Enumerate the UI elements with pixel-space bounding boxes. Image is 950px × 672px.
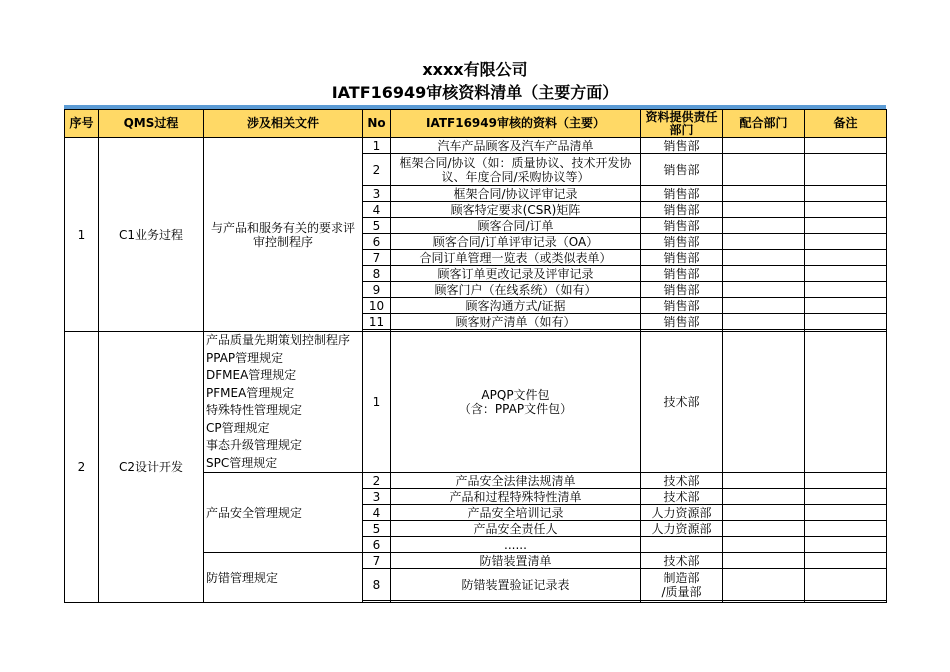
material-cell: 顾客沟通方式/证据 (391, 298, 641, 314)
company-title: xxxx有限公司 (422, 60, 528, 79)
no-cell: 5 (363, 521, 391, 537)
material-cell (391, 332, 641, 473)
dept-cell: 销售部 (641, 282, 723, 298)
material-cell (391, 601, 641, 603)
remark-cell (805, 298, 887, 314)
dept-cell: 销售部 (641, 298, 723, 314)
no-cell: 7 (363, 250, 391, 266)
material-cell: 产品安全培训记录 (391, 505, 641, 521)
dept-line: /质量部 (661, 584, 702, 599)
qms-process-cell: C2设计开发 (99, 332, 204, 603)
doc-item: PPAP管理规定 (206, 350, 284, 365)
audit-material-table (64, 109, 887, 603)
seq-cell: 1 (65, 138, 99, 332)
coop-cell (723, 266, 805, 282)
col-header-material: IATF16949审核的资料（主要） (391, 110, 641, 138)
remark-cell (805, 473, 887, 489)
remark-cell (805, 314, 887, 330)
qms-process-cell: C1业务过程 (99, 138, 204, 332)
coop-cell (723, 250, 805, 266)
material-cell: 顾客门户（在线系统）（如有） (391, 282, 641, 298)
col-header-coop-dept: 配合部门 (723, 110, 805, 138)
coop-cell (723, 473, 805, 489)
dept-line: 制造部 (663, 570, 700, 585)
doc-item: CP管理规定 (206, 420, 270, 435)
coop-cell (723, 234, 805, 250)
coop-cell (723, 569, 805, 601)
no-cell: 6 (363, 537, 391, 553)
no-cell: 9 (363, 282, 391, 298)
dept-cell: 销售部 (641, 250, 723, 266)
remark-cell (805, 537, 887, 553)
material-cell: 合同订单管理一览表（或类似表单） (391, 250, 641, 266)
coop-cell (723, 138, 805, 154)
doc-item: SPC管理规定 (206, 455, 278, 470)
related-doc-cell: 产品安全管理规定 (204, 473, 363, 553)
remark-cell (805, 282, 887, 298)
material-cell: 汽车产品顾客及汽车产品清单 (391, 138, 641, 154)
coop-cell (723, 553, 805, 569)
dept-cell (641, 537, 723, 553)
dept-cell: 技术部 (641, 332, 723, 473)
col-header-seq: 序号 (65, 110, 99, 138)
no-cell: 3 (363, 186, 391, 202)
material-line: （含：PPAP文件包） (458, 402, 573, 416)
coop-cell (723, 154, 805, 186)
remark-cell (805, 266, 887, 282)
doc-item: 产品质量先期策划控制程序 (206, 333, 351, 347)
related-doc-list-cell (204, 332, 363, 473)
remark-cell (805, 601, 887, 603)
col-header-qms: QMS过程 (99, 110, 204, 138)
coop-cell (723, 298, 805, 314)
coop-cell (723, 202, 805, 218)
coop-cell (723, 489, 805, 505)
material-cell: 顾客特定要求(CSR)矩阵 (391, 202, 641, 218)
dept-cell: 人力资源部 (641, 521, 723, 537)
no-cell: 2 (363, 154, 391, 186)
dept-cell: 销售部 (641, 154, 723, 186)
material-cell: 产品安全责任人 (391, 521, 641, 537)
coop-cell (723, 505, 805, 521)
dept-cell (641, 569, 723, 601)
material-cell: 顾客订单更改记录及评审记录 (391, 266, 641, 282)
material-cell: 框架合同/协议（如：质量协议、技术开发协议、年度合同/采购协议等） (391, 154, 641, 186)
dept-cell: 技术部 (641, 489, 723, 505)
dept-cell: 销售部 (641, 266, 723, 282)
no-cell: 3 (363, 489, 391, 505)
related-doc-cell: 防错管理规定 (204, 553, 363, 603)
col-header-resp-dept: 资料提供责任部门 (641, 110, 723, 138)
no-cell: 2 (363, 473, 391, 489)
coop-cell (723, 314, 805, 330)
doc-item: 特殊特性管理规定 (206, 403, 303, 417)
material-cell: 顾客合同/订单 (391, 218, 641, 234)
remark-cell (805, 489, 887, 505)
dept-cell: 销售部 (641, 138, 723, 154)
material-cell: 防错装置验证记录表 (391, 569, 641, 601)
table-row (65, 138, 887, 154)
dept-cell: 销售部 (641, 234, 723, 250)
coop-cell (723, 601, 805, 603)
remark-cell (805, 138, 887, 154)
no-cell: 11 (363, 314, 391, 330)
remark-cell (805, 186, 887, 202)
no-cell: 6 (363, 234, 391, 250)
material-cell: 顾客合同/订单评审记录（OA） (391, 234, 641, 250)
coop-cell (723, 186, 805, 202)
no-cell: 10 (363, 298, 391, 314)
related-doc-cell: 与产品和服务有关的要求评审控制程序 (204, 138, 363, 332)
doc-item: PFMEA管理规定 (206, 385, 295, 400)
no-cell: 4 (363, 505, 391, 521)
material-cell: 顾客财产清单（如有） (391, 314, 641, 330)
no-cell: 8 (363, 266, 391, 282)
dept-cell (641, 601, 723, 603)
remark-cell (805, 521, 887, 537)
remark-cell (805, 569, 887, 601)
dept-cell: 销售部 (641, 186, 723, 202)
dept-cell: 销售部 (641, 314, 723, 330)
document-title: IATF16949审核资料清单（主要方面） (331, 83, 619, 102)
remark-cell (805, 553, 887, 569)
seq-cell: 2 (65, 332, 99, 603)
dept-cell: 技术部 (641, 473, 723, 489)
coop-cell (723, 332, 805, 473)
remark-cell (805, 332, 887, 473)
material-cell: 防错装置清单 (391, 553, 641, 569)
col-header-no: No (363, 110, 391, 138)
dept-cell: 人力资源部 (641, 505, 723, 521)
doc-item: DFMEA管理规定 (206, 368, 297, 382)
material-cell: 框架合同/协议评审记录 (391, 186, 641, 202)
coop-cell (723, 537, 805, 553)
remark-cell (805, 202, 887, 218)
remark-cell (805, 218, 887, 234)
dept-cell: 技术部 (641, 553, 723, 569)
no-cell (363, 601, 391, 603)
no-cell: 7 (363, 553, 391, 569)
dept-cell: 销售部 (641, 218, 723, 234)
remark-cell (805, 154, 887, 186)
doc-item: 事态升级管理规定 (206, 438, 303, 452)
dept-cell: 销售部 (641, 202, 723, 218)
no-cell: 1 (363, 332, 391, 473)
coop-cell (723, 282, 805, 298)
material-cell: ...... (391, 537, 641, 553)
col-header-related-docs: 涉及相关文件 (204, 110, 363, 138)
no-cell: 4 (363, 202, 391, 218)
remark-cell (805, 234, 887, 250)
col-header-remark: 备注 (805, 110, 887, 138)
coop-cell (723, 521, 805, 537)
coop-cell (723, 218, 805, 234)
material-cell: 产品和过程特殊特性清单 (391, 489, 641, 505)
material-line: APQP文件包 (481, 388, 550, 402)
remark-cell (805, 505, 887, 521)
remark-cell (805, 250, 887, 266)
no-cell: 5 (363, 218, 391, 234)
table-row (65, 332, 887, 473)
no-cell: 8 (363, 569, 391, 601)
no-cell: 1 (363, 138, 391, 154)
material-cell: 产品安全法律法规清单 (391, 473, 641, 489)
table-header-row (65, 110, 887, 138)
